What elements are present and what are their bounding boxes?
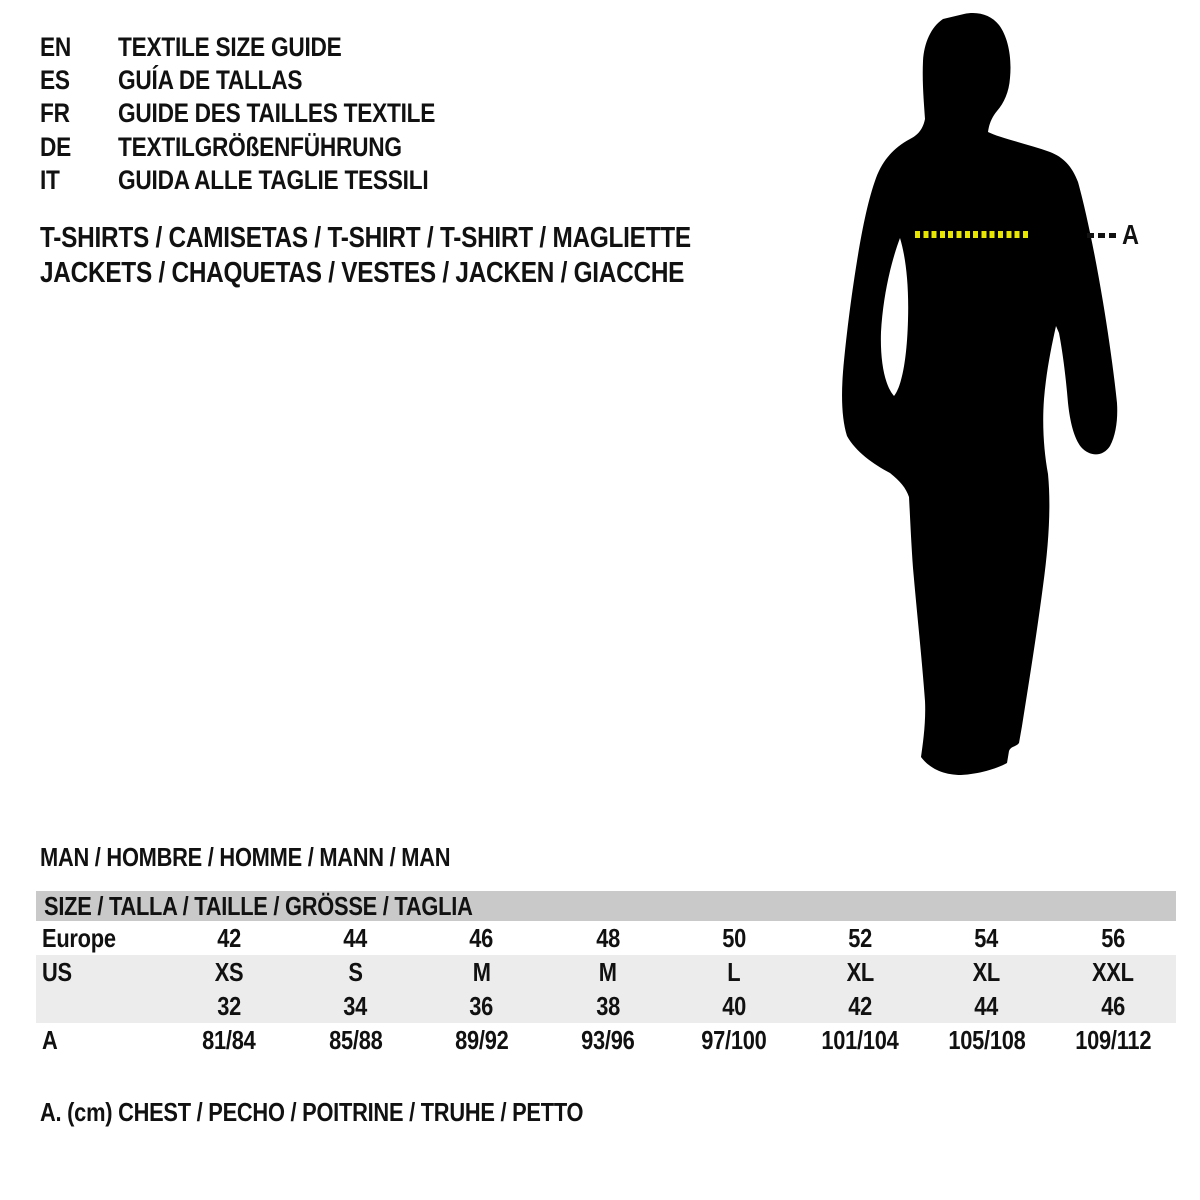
size-value: 93/96 <box>581 1024 635 1055</box>
size-value: 32 <box>217 990 242 1021</box>
language-code: IT <box>40 164 60 195</box>
size-value: 109/112 <box>1074 1024 1151 1055</box>
language-code: DE <box>40 131 72 162</box>
size-value: 46 <box>469 922 494 953</box>
language-title: TEXTILGRÖßENFÜHRUNG <box>118 131 402 162</box>
size-value: 48 <box>595 922 620 953</box>
size-table <box>36 891 1176 1057</box>
language-title: TEXTILE SIZE GUIDE <box>118 32 342 63</box>
size-value: 44 <box>974 990 999 1021</box>
size-value: 50 <box>722 922 747 953</box>
category-tshirts <box>40 221 815 256</box>
footnote-chest: A. (cm) CHEST / PECHO / POITRINE / TRUHE / PETTO <box>40 1097 584 1127</box>
size-value: 81/84 <box>202 1024 256 1055</box>
size-value: XL <box>972 956 1001 987</box>
language-row-de <box>40 131 496 164</box>
size-table-body <box>36 921 1176 1057</box>
size-value: 85/88 <box>328 1024 383 1055</box>
size-value: 97/100 <box>701 1024 767 1055</box>
language-row-es <box>40 64 496 97</box>
size-table-header <box>36 891 1176 921</box>
size-value: 56 <box>1100 922 1125 953</box>
size-value: 52 <box>848 922 873 953</box>
size-value: XS <box>214 956 244 987</box>
size-table-row-a <box>36 1023 1176 1057</box>
size-value: M <box>598 956 617 987</box>
row-label: Europe <box>42 922 116 953</box>
man-silhouette <box>820 0 1200 800</box>
size-value: 36 <box>469 990 494 1021</box>
category-list <box>40 221 815 291</box>
measurement-leader-dashes <box>1087 233 1118 238</box>
language-row-it <box>40 164 496 197</box>
row-label <box>36 989 166 1023</box>
language-row-en <box>40 31 496 64</box>
size-value: L <box>727 956 741 987</box>
size-value: M <box>472 956 491 987</box>
size-value: XXL <box>1092 956 1134 987</box>
language-code: EN <box>40 32 72 63</box>
size-value: 42 <box>848 990 873 1021</box>
size-value: 54 <box>974 922 999 953</box>
category-tshirts-label: T-SHIRTS / CAMISETAS / T-SHIRT / T-SHIRT / MAGLIETTE <box>40 222 691 254</box>
measurement-label-a: A <box>1122 219 1139 250</box>
language-code: FR <box>40 98 70 129</box>
size-value: 89/92 <box>454 1024 509 1055</box>
size-value: 40 <box>722 990 747 1021</box>
section-title-man: MAN / HOMBRE / HOMME / MANN / MAN <box>40 842 451 872</box>
language-title: GUIDA ALLE TAGLIE TESSILI <box>118 164 429 195</box>
size-value: 101/104 <box>821 1024 899 1055</box>
size-value: 34 <box>343 990 368 1021</box>
size-value: S <box>348 956 363 987</box>
size-table-row-us <box>36 955 1176 989</box>
language-list <box>40 31 496 197</box>
category-jackets-label: JACKETS / CHAQUETAS / VESTES / JACKEN / GIACCHE <box>40 257 685 289</box>
size-value: 42 <box>217 922 242 953</box>
size-value: 46 <box>1100 990 1125 1021</box>
row-label: US <box>42 956 72 987</box>
language-row-fr <box>40 97 496 130</box>
size-value: 44 <box>343 922 368 953</box>
language-title: GUIDE DES TAILLES TEXTILE <box>118 98 436 129</box>
size-value: 38 <box>595 990 620 1021</box>
language-title: GUÍA DE TALLAS <box>118 65 303 96</box>
size-value: 105/108 <box>948 1024 1026 1055</box>
size-value: XL <box>846 956 875 987</box>
row-label: A <box>42 1024 58 1055</box>
size-table-header-label: SIZE / TALLA / TAILLE / GRÖSSE / TAGLIA <box>44 891 473 921</box>
chest-measurement-dotted-line <box>915 231 1031 238</box>
language-code: ES <box>40 65 70 96</box>
size-table-row-numeric <box>36 989 1176 1023</box>
size-table-row-europe <box>36 921 1176 955</box>
category-jackets <box>40 256 815 291</box>
